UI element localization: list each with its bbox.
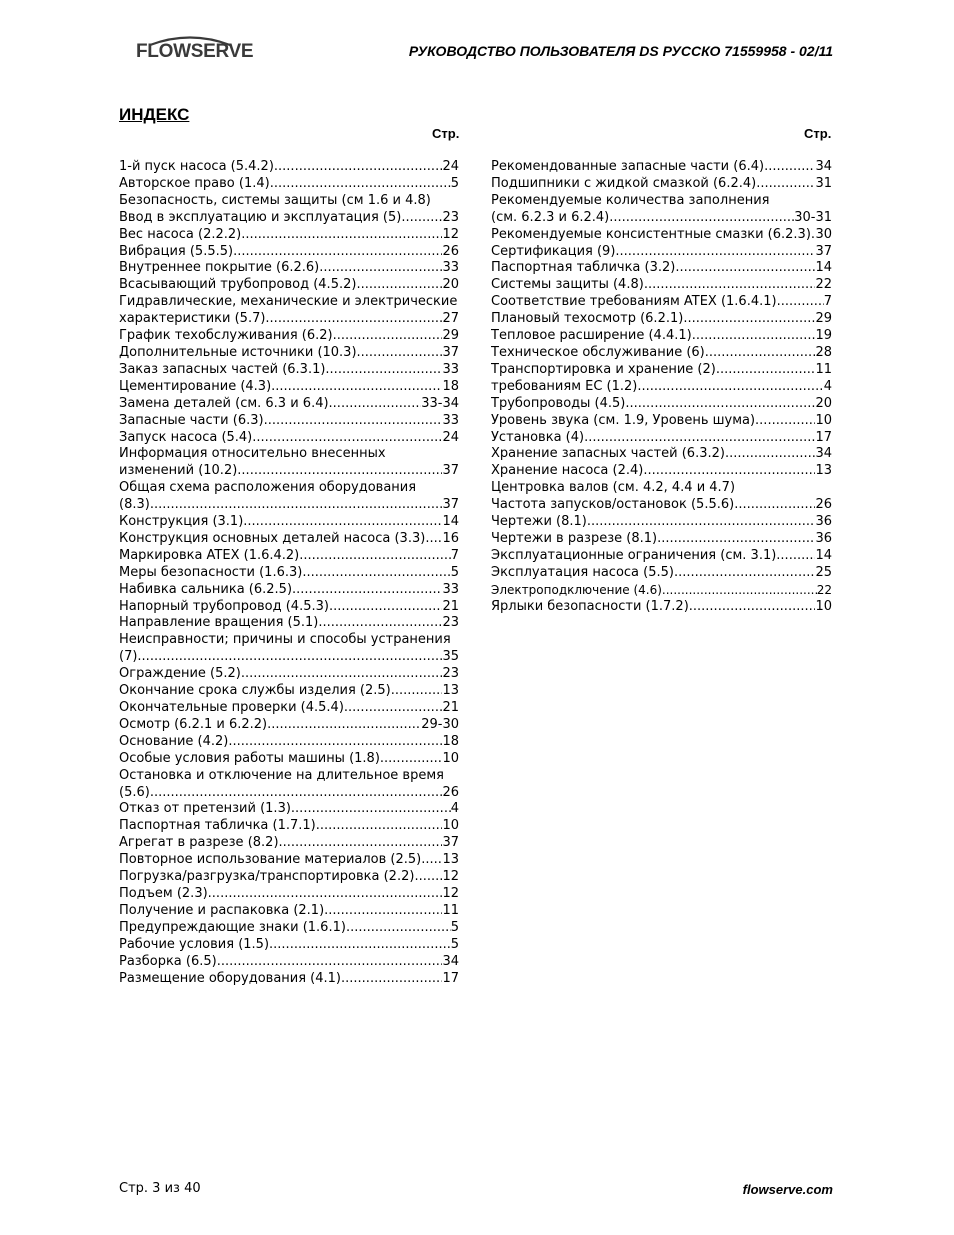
- index-entry[interactable]: [119, 852, 459, 869]
- index-entry[interactable]: [119, 413, 459, 430]
- index-entry-text: Трубопроводы (4.5): [491, 395, 626, 411]
- index-entry-text: Агрегат в разрезе (8.2): [119, 835, 279, 851]
- dot-leader: [716, 362, 816, 379]
- index-entry-page: 22: [815, 277, 832, 293]
- index-entry[interactable]: [119, 937, 459, 954]
- dot-leader: [644, 277, 816, 294]
- dot-leader: [777, 294, 824, 311]
- index-entry-text: характеристики (5.7): [119, 311, 266, 327]
- index-entry[interactable]: [119, 379, 459, 396]
- index-entry-page: 19: [815, 328, 832, 344]
- index-entry-page: 10: [442, 750, 459, 766]
- dot-leader: [657, 531, 815, 548]
- index-entry[interactable]: [119, 903, 459, 920]
- index-entry-text: Цементирование (4.3): [119, 378, 272, 394]
- index-entry-text: (см. 6.2.3 и 6.2.4): [491, 209, 610, 225]
- index-entry-page: 10: [815, 598, 832, 614]
- index-entry-text: (7): [119, 649, 138, 665]
- dot-leader: [329, 599, 443, 616]
- index-entry[interactable]: [491, 193, 832, 227]
- index-entry-page: 14: [815, 547, 832, 563]
- dot-leader: [356, 277, 442, 294]
- index-entry-text-line1: Центровка валов (см. 4.2, 4.4 и 4.7): [491, 480, 736, 496]
- dot-leader: [299, 548, 450, 565]
- index-entry-text: Всасывающий трубопровод (4.5.2): [119, 277, 357, 293]
- index-entry-page: 4: [450, 801, 459, 817]
- index-entry-text: Паспортная табличка (3.2): [491, 260, 676, 276]
- index-entry[interactable]: [119, 734, 459, 751]
- index-entry-text: Плановый техосмотр (6.2.1): [491, 311, 684, 327]
- index-entry-page: 36: [815, 514, 832, 530]
- index-entry-text: Замена деталей (см. 6.3 и 6.4): [119, 395, 329, 411]
- dot-leader: [241, 666, 443, 683]
- index-entry-text-line1: Неисправности; причины и способы устранения: [119, 632, 451, 648]
- index-entry-page: 29: [815, 311, 832, 327]
- dot-leader: [341, 971, 442, 988]
- index-entry-text: Электроподключение (4.6): [491, 582, 662, 597]
- dot-leader: [150, 497, 443, 514]
- dot-leader: [734, 497, 815, 514]
- dot-leader: [625, 396, 815, 413]
- index-entry-text: Напорный трубопровод (4.5.3): [119, 598, 329, 614]
- index-entry-page: 5: [450, 936, 459, 952]
- index-entry-page: 30: [815, 226, 832, 242]
- index-entry[interactable]: [119, 886, 459, 903]
- index-entry-text: Осмотр (6.2.1 и 6.2.2): [119, 716, 268, 732]
- index-entry[interactable]: [119, 328, 459, 345]
- index-entry-text: Особые условия работы машины (1.8): [119, 750, 380, 766]
- index-entry-text: Уровень звука (см. 1.9, Уровень шума): [491, 412, 756, 428]
- page-column-label-left: Стр.: [432, 126, 460, 141]
- index-entry-page: 14: [815, 260, 832, 276]
- index-entry-text: Отказ от претензий (1.3): [119, 801, 291, 817]
- index-entry-text: Подшипники с жидкой смазкой (6.2.4): [491, 175, 757, 191]
- index-entry[interactable]: [491, 294, 832, 311]
- index-entry[interactable]: [119, 480, 459, 514]
- dot-leader: [319, 260, 442, 277]
- index-entry-page: 37: [815, 243, 832, 259]
- index-entry-page: 4: [823, 378, 832, 394]
- index-entry[interactable]: [119, 615, 459, 632]
- index-entry-text: Эксплуатационные ограничения (см. 3.1): [491, 547, 777, 563]
- index-entry-page: 16: [442, 530, 459, 546]
- index-entry-text: Ярлыки безопасности (1.7.2): [491, 598, 689, 614]
- index-entry[interactable]: [491, 311, 832, 328]
- index-entry[interactable]: [491, 345, 832, 362]
- index-entry[interactable]: [119, 632, 459, 666]
- index-entry-page: 7: [823, 294, 832, 310]
- dot-leader: [391, 683, 443, 700]
- index-entry-text: Направление вращения (5.1): [119, 615, 319, 631]
- dot-leader: [208, 886, 443, 903]
- dot-leader: [725, 446, 816, 463]
- index-entry-text: Маркировка ATEX (1.6.4.2): [119, 547, 300, 563]
- index-entry[interactable]: [119, 599, 459, 616]
- index-entry-text: Рекомендованные запасные части (6.4): [491, 159, 765, 174]
- dot-leader: [274, 159, 443, 176]
- index-entry-text: Вес насоса (2.2.2): [119, 226, 242, 242]
- dot-leader: [267, 717, 421, 734]
- index-column-left: [119, 159, 459, 987]
- index-entry-page: 10: [815, 412, 832, 428]
- index-entry-page: 37: [442, 497, 459, 513]
- index-entry-page: 5: [450, 564, 459, 580]
- index-column-right: [491, 159, 832, 615]
- index-entry-page: 20: [442, 277, 459, 293]
- dot-leader: [674, 565, 815, 582]
- index-entry[interactable]: [491, 582, 832, 599]
- dot-leader: [421, 852, 442, 869]
- index-entry[interactable]: [491, 159, 832, 176]
- index-entry-page: 27: [442, 311, 459, 327]
- dot-leader: [346, 920, 451, 937]
- index-entry-page: 22: [816, 582, 832, 597]
- index-entry-page: 12: [442, 885, 459, 901]
- dot-leader: [587, 514, 816, 531]
- index-entry-page: 34: [442, 953, 459, 969]
- index-entry-page: 13: [442, 852, 459, 868]
- index-entry[interactable]: [491, 514, 832, 531]
- index-entry-text: (8.3): [119, 497, 150, 513]
- index-entry[interactable]: [491, 548, 832, 565]
- index-entry-page: 21: [442, 598, 459, 614]
- index-entry-page: 23: [442, 666, 459, 682]
- index-entry-page: 26: [442, 784, 459, 800]
- index-entry-page: 37: [442, 835, 459, 851]
- index-entry-page: 26: [815, 497, 832, 513]
- dot-leader: [228, 734, 442, 751]
- index-entry[interactable]: [119, 818, 459, 835]
- index-entry-text: Размещение оборудования (4.1): [119, 970, 342, 986]
- index-entry-text: Запуск насоса (5.4): [119, 429, 253, 445]
- dot-leader: [609, 210, 794, 227]
- index-entry-page: 18: [442, 733, 459, 749]
- index-entry[interactable]: [491, 446, 832, 463]
- index-entry-page: 24: [442, 429, 459, 445]
- index-entry[interactable]: [491, 277, 832, 294]
- index-entry[interactable]: [491, 565, 832, 582]
- dot-leader: [237, 463, 442, 480]
- page-number: Стр. 3 из 40: [119, 1181, 201, 1196]
- index-entry-page: 13: [815, 463, 832, 479]
- dot-leader: [689, 599, 816, 616]
- index-entry-text: Эксплуатация насоса (5.5): [491, 564, 674, 580]
- dot-leader: [764, 159, 815, 176]
- index-entry[interactable]: [119, 565, 459, 582]
- index-entry[interactable]: [119, 548, 459, 565]
- dot-leader: [291, 801, 451, 818]
- dot-leader: [270, 176, 451, 193]
- index-entry[interactable]: [491, 328, 832, 345]
- index-entry-text: Погрузка/разгрузка/транспортировка (2.2): [119, 869, 415, 885]
- dot-leader: [137, 649, 442, 666]
- dot-leader: [217, 954, 443, 971]
- index-entry[interactable]: [119, 954, 459, 971]
- dot-leader: [316, 818, 443, 835]
- index-entry-page: 20: [815, 395, 832, 411]
- index-entry-text: Заказ запасных частей (6.3.1): [119, 361, 326, 377]
- index-entry-text-line1: Безопасность, системы защиты (см 1.6 и 4.8): [119, 192, 431, 208]
- index-entry-text: Авторское право (1.4): [119, 175, 270, 191]
- index-entry-text: Дополнительные источники (10.3): [119, 344, 357, 360]
- index-entry-page: 18: [442, 378, 459, 394]
- index-entry-text: Техническое обслуживание (6): [491, 344, 705, 360]
- index-entry-page: 12: [442, 226, 459, 242]
- dot-leader: [380, 751, 443, 768]
- index-entry[interactable]: [119, 582, 459, 599]
- index-entry-text: (5.6): [119, 784, 150, 800]
- index-entry[interactable]: [491, 463, 832, 480]
- index-entry[interactable]: [119, 362, 459, 379]
- index-entry-text: Окончательные проверки (4.5.4): [119, 700, 344, 715]
- index-entry-page: 11: [815, 361, 832, 377]
- index-entry-text-line1: Информация относительно внесенных: [119, 446, 386, 462]
- index-entry-text: Ограждение (5.2): [119, 666, 241, 682]
- index-entry-text: Предупреждающие знаки (1.6.1): [119, 919, 346, 935]
- dot-leader: [271, 379, 442, 396]
- index-entry-page: 21: [442, 700, 459, 715]
- index-entry-text-line1: Общая схема расположения оборудования: [119, 480, 417, 496]
- index-entry-page: 31: [815, 175, 832, 191]
- index-entry-page: 33: [442, 412, 459, 428]
- index-entry-page: 14: [442, 514, 459, 530]
- dot-leader: [643, 463, 815, 480]
- page-column-label-right: Стр.: [804, 126, 832, 141]
- dot-leader: [324, 903, 442, 920]
- index-entry-text: Ввод в эксплуатацию и эксплуатация (5): [119, 209, 402, 225]
- dot-leader: [692, 328, 816, 345]
- index-entry[interactable]: [119, 835, 459, 852]
- index-entry-text: Рекомендуемые консистентные смазки (6.2.3): [491, 226, 811, 242]
- index-entry[interactable]: [119, 430, 459, 447]
- index-entry-text: Рабочие условия (1.5): [119, 936, 270, 952]
- index-entry[interactable]: [119, 210, 459, 227]
- index-entry-page: 28: [815, 344, 832, 360]
- dot-leader: [705, 345, 816, 362]
- dot-leader: [425, 531, 442, 548]
- index-entry-page: 33: [442, 361, 459, 377]
- dot-leader: [302, 565, 450, 582]
- index-entry-text: Конструкция (3.1): [119, 514, 244, 530]
- index-entry-page: 17: [442, 970, 459, 986]
- index-entry[interactable]: [119, 683, 459, 700]
- index-entry-text: Вибрация (5.5.5): [119, 243, 234, 259]
- dot-leader: [333, 328, 443, 345]
- dot-leader: [615, 244, 815, 261]
- dot-leader: [683, 311, 815, 328]
- index-entry-text: Чертежи в разрезе (8.1): [491, 530, 658, 546]
- index-entry-text: Установка (4): [491, 429, 585, 445]
- index-entry[interactable]: [119, 717, 459, 734]
- index-entry-text: Меры безопасности (1.6.3): [119, 564, 303, 580]
- index-entry[interactable]: [119, 531, 459, 548]
- dot-leader: [241, 227, 442, 244]
- index-entry-page: 37: [442, 344, 459, 360]
- dot-leader: [292, 582, 442, 599]
- index-entry[interactable]: [491, 599, 832, 616]
- dot-leader: [265, 311, 442, 328]
- index-entry-text-line1: Остановка и отключение на длительное время: [119, 767, 444, 783]
- index-entry[interactable]: [491, 430, 832, 447]
- index-entry-text: Конструкция основных деталей насоса (3.3): [119, 530, 426, 546]
- dot-leader: [637, 379, 823, 396]
- index-entry-text: Основание (4.2): [119, 733, 229, 749]
- index-entry-page: 26: [442, 243, 459, 259]
- dot-leader: [279, 835, 443, 852]
- index-entry[interactable]: [119, 446, 459, 480]
- index-entry-text: Окончание срока службы изделия (2.5): [119, 683, 391, 699]
- logo-text: FLOWSERVE: [136, 41, 254, 62]
- index-entry-text: изменений (10.2): [119, 463, 238, 479]
- index-entry-page: 7: [450, 547, 459, 563]
- index-entry[interactable]: [119, 751, 459, 768]
- index-entry-page: 33: [442, 260, 459, 276]
- index-entry[interactable]: [491, 379, 832, 396]
- index-entry-text-line1: Рекомендуемые количества заполнения: [491, 192, 770, 208]
- dot-leader: [269, 937, 451, 954]
- index-entry-text: Транспортировка и хранение (2): [491, 361, 716, 377]
- index-entry[interactable]: [119, 920, 459, 937]
- index-entry[interactable]: [491, 260, 832, 277]
- index-entry[interactable]: [491, 227, 832, 244]
- index-entry-text: Разборка (6.5): [119, 953, 217, 969]
- dot-leader: [318, 615, 442, 632]
- index-entry[interactable]: [491, 396, 832, 413]
- dot-leader: [357, 345, 443, 362]
- index-entry-text: Повторное использование материалов (2.5): [119, 852, 422, 868]
- dot-leader: [264, 413, 443, 430]
- index-entry[interactable]: [491, 413, 832, 430]
- index-title: ИНДЕКС: [119, 105, 190, 124]
- index-entry-page: 11: [442, 902, 459, 918]
- index-entry-page: 34: [815, 159, 832, 174]
- index-entry-page: 36: [815, 530, 832, 546]
- website-link[interactable]: flowserve.com: [742, 1182, 833, 1197]
- index-entry-text: Запасные части (6.3): [119, 412, 264, 428]
- dot-leader: [150, 785, 443, 802]
- flowserve-logo: [136, 36, 254, 72]
- index-entry-text: Получение и распаковка (2.1): [119, 902, 325, 918]
- dot-leader: [401, 210, 442, 227]
- document-title: РУКОВОДСТВО ПОЛЬЗОВАТЕЛЯ DS РУССКО 71559958 - 02/11: [408, 43, 833, 59]
- index-entry[interactable]: [491, 362, 832, 379]
- index-entry[interactable]: [119, 869, 459, 886]
- index-entry[interactable]: [119, 801, 459, 818]
- index-entry[interactable]: [119, 260, 459, 277]
- index-entry-page: 12: [442, 869, 459, 885]
- index-entry-page: 35: [442, 649, 459, 665]
- index-entry-page: 29: [442, 328, 459, 344]
- index-entry-text: 1-й пуск насоса (5.4.2): [119, 159, 274, 174]
- index-entry[interactable]: [119, 971, 459, 988]
- dot-leader: [755, 413, 815, 430]
- index-entry-text: Внутреннее покрытие (6.2.6): [119, 260, 320, 276]
- index-entry-text: Хранение запасных частей (6.3.2): [491, 446, 725, 462]
- dot-leader: [329, 396, 422, 413]
- dot-leader: [325, 362, 442, 379]
- dot-leader: [252, 430, 442, 447]
- index-entry-text: Набивка сальника (6.2.5): [119, 581, 293, 597]
- index-entry-page: 30-31: [794, 209, 832, 225]
- index-entry[interactable]: [119, 193, 459, 210]
- index-entry-page: 5: [450, 175, 459, 191]
- index-entry[interactable]: [119, 514, 459, 531]
- index-entry-text: Соответствие требованиям ATEX (1.6.4.1): [491, 294, 777, 310]
- index-entry-page: 10: [442, 818, 459, 834]
- index-entry[interactable]: [119, 768, 459, 802]
- dot-leader: [584, 430, 815, 447]
- index-entry-text: График техобслуживания (6.2): [119, 328, 333, 344]
- index-entry-page: 34: [815, 446, 832, 462]
- index-entry-text: Тепловое расширение (4.4.1): [491, 328, 692, 344]
- dot-leader: [243, 514, 442, 531]
- index-entry[interactable]: [119, 294, 459, 328]
- index-entry-text: Подъем (2.3): [119, 885, 208, 901]
- index-entry-text: Сертификация (9): [491, 243, 616, 259]
- index-entry[interactable]: [119, 345, 459, 362]
- index-entry-page: 33-34: [421, 395, 459, 411]
- index-entry-text: Хранение насоса (2.4): [491, 463, 644, 479]
- dot-leader: [675, 260, 815, 277]
- index-entry-page: 33: [442, 581, 459, 597]
- index-entry-page: 23: [442, 209, 459, 225]
- index-entry-page: 29-30: [421, 716, 459, 732]
- index-entry-page: 17: [815, 429, 832, 445]
- index-entry-text: Системы защиты (4.8): [491, 277, 644, 293]
- index-entry[interactable]: [119, 227, 459, 244]
- index-entry-page: 5: [450, 919, 459, 935]
- index-entry[interactable]: [119, 277, 459, 294]
- index-entry-text: требованиям ЕС (1.2): [491, 378, 638, 394]
- index-entry-text: Чертежи (8.1): [491, 514, 587, 530]
- index-entry[interactable]: [491, 480, 832, 497]
- index-entry-page: 13: [442, 683, 459, 699]
- index-entry-page: 37: [442, 463, 459, 479]
- index-entry-text: Частота запусков/остановок (5.5.6): [491, 497, 735, 513]
- dot-leader: [776, 548, 815, 565]
- dot-leader: [233, 244, 442, 261]
- index-entry[interactable]: [119, 244, 459, 261]
- index-entry[interactable]: [491, 531, 832, 548]
- index-entry-page: 23: [442, 615, 459, 631]
- index-entry[interactable]: [491, 176, 832, 193]
- index-entry[interactable]: [119, 666, 459, 683]
- index-entry-page: 24: [442, 159, 459, 174]
- index-entry[interactable]: [119, 700, 459, 717]
- dot-leader: [414, 869, 442, 886]
- index-entry[interactable]: [119, 159, 459, 176]
- index-entry-page: 25: [815, 564, 832, 580]
- index-entry[interactable]: [491, 244, 832, 261]
- index-entry[interactable]: [491, 497, 832, 514]
- index-entry[interactable]: [119, 396, 459, 413]
- dot-leader: [756, 176, 815, 193]
- index-entry-text-line1: Гидравлические, механические и электрические: [119, 294, 458, 310]
- index-entry[interactable]: [119, 176, 459, 193]
- index-entry-text: Паспортная табличка (1.7.1): [119, 818, 316, 834]
- dot-leader: [344, 700, 443, 717]
- dot-leader: [662, 582, 817, 599]
